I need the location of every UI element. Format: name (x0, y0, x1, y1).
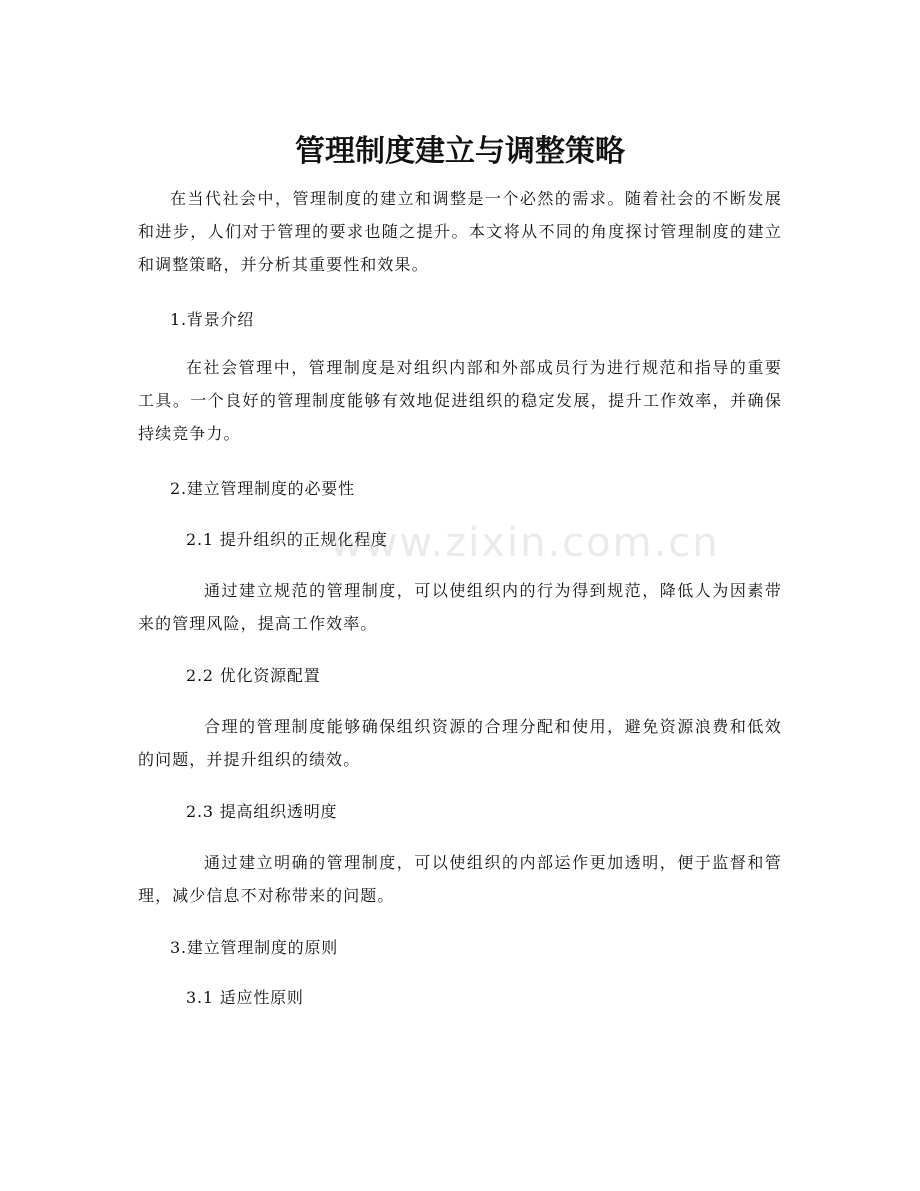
subsection-2-2-body: 合理的管理制度能够确保组织资源的合理分配和使用，避免资源浪费和低效的问题，并提升组织的绩效。 (138, 717, 782, 769)
document-title: 管理制度建立与调整策略 (295, 134, 625, 170)
subsection-heading-2-1: 2.1 提升组织的正规化程度 (186, 530, 388, 549)
section-heading-3: 3.建立管理制度的原则 (170, 938, 339, 957)
intro-paragraph: 在当代社会中，管理制度的建立和调整是一个必然的需求。随着社会的不断发展和进步，人们对于管理的要求也随之提升。本文将从不同的角度探讨管理制度的建立和调整策略，并分析其重要性和效果。 (138, 189, 782, 274)
subsection-heading-2-2: 2.2 优化资源配置 (186, 666, 321, 685)
watermark: www.zixin.com.cn (330, 520, 720, 566)
subsection-2-3-body: 通过建立明确的管理制度，可以使组织的内部运作更加透明，便于监督和管理，减少信息不对称带来的问题。 (138, 853, 782, 905)
section-heading-2: 2.建立管理制度的必要性 (170, 479, 355, 498)
section-1-body: 在社会管理中，管理制度是对组织内部和外部成员行为进行规范和指导的重要工具。一个良好的管理制度能够有效地促进组织的稳定发展，提升工作效率，并确保持续竞争力。 (138, 358, 782, 443)
subsection-heading-2-3: 2.3 提高组织透明度 (186, 802, 338, 821)
subsection-2-1-body: 通过建立规范的管理制度，可以使组织内的行为得到规范，降低人为因素带来的管理风险，提高工作效率。 (138, 581, 782, 633)
subsection-heading-3-1: 3.1 适应性原则 (186, 988, 304, 1007)
section-heading-1: 1.背景介绍 (170, 310, 255, 329)
